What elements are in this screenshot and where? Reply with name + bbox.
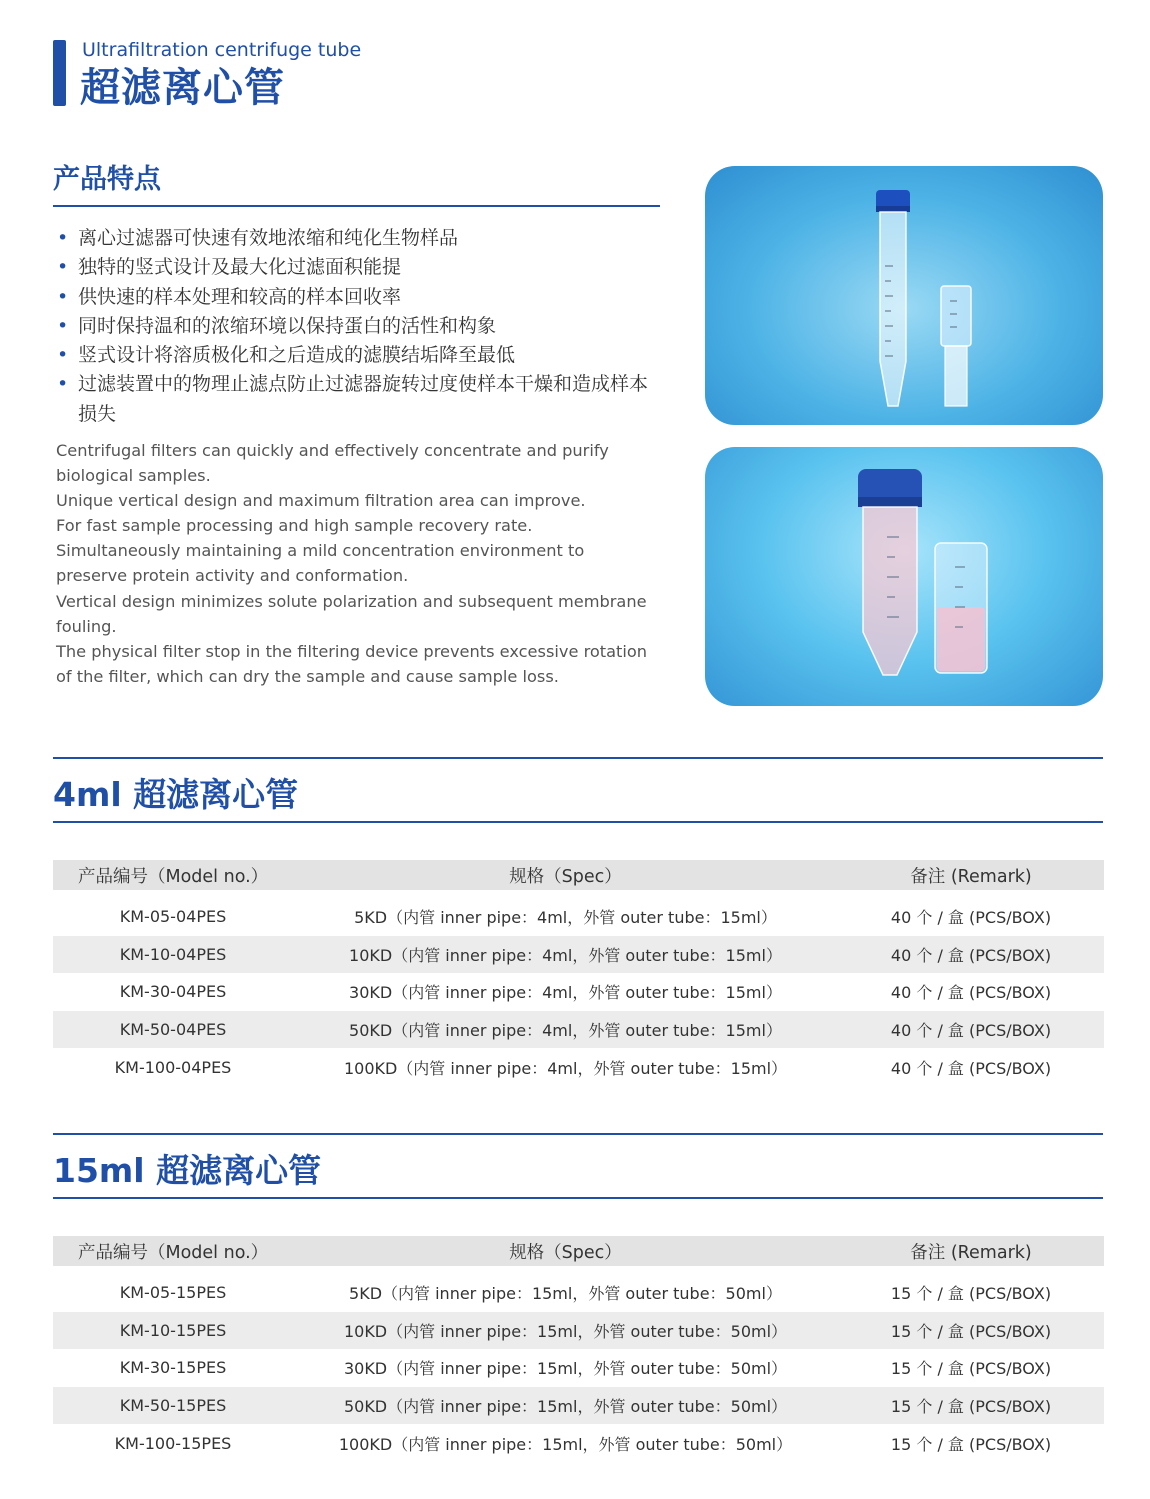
table-row [53, 1048, 1104, 1086]
cell-model: KM-50-15PES [53, 1387, 293, 1425]
section-4ml-bottom-rule [53, 821, 1103, 823]
table-row [53, 1387, 1104, 1425]
section-title-15ml: 15ml 超滤离心管 [53, 1151, 322, 1190]
table-row [53, 1312, 1104, 1350]
feature-en-line: For fast sample processing and high sample recovery rate. [56, 516, 533, 536]
feature-item: • 过滤装置中的物理止滤点防止过滤器旋转过度使样本干燥和造成样本损失 [55, 370, 665, 429]
cell-spec: 5KD（内管 inner pipe：4ml，外管 outer tube：15ml） [354, 908, 777, 928]
cell-spec: 50KD（内管 inner pipe：4ml，外管 outer tube：15ml） [293, 1011, 838, 1049]
section-15ml-bottom-rule [53, 1197, 1103, 1199]
cell-spec: 50KD（内管 inner pipe：15ml，外管 outer tube：50ml） [293, 1387, 838, 1425]
column-header-remark: 备注 (Remark) [838, 1236, 1104, 1266]
cell-spec: 30KD（内管 inner pipe：4ml，外管 outer tube：15ml） [349, 983, 782, 1003]
cell-remark: 40 个 / 盒 (PCS/BOX) [890, 908, 1052, 928]
cell-spec: 100KD（内管 inner pipe：15ml，外管 outer tube：50ml） [338, 1434, 793, 1454]
feature-en-line: The physical filter stop in the filtering device prevents excessive rotation of the filter, which can dry the sample and cause sample loss. [56, 641, 648, 686]
table-row [53, 1349, 1104, 1387]
cell-spec: 30KD（内管 inner pipe：15ml，外管 outer tube：50ml） [343, 1359, 788, 1379]
cell-spec: 10KD（内管 inner pipe：15ml，外管 outer tube：50ml） [293, 1312, 838, 1350]
column-header-model: 产品编号（Model no.） [53, 1236, 293, 1266]
table-row [53, 973, 1104, 1011]
page-title-cn: 超滤离心管 [80, 65, 285, 111]
cell-model: KM-10-04PES [53, 936, 293, 974]
product-photo-small-tubes [705, 166, 1103, 425]
cell-remark: 15 个 / 盒 (PCS/BOX) [838, 1387, 1104, 1425]
cell-model: KM-100-04PES [114, 1057, 232, 1077]
cell-spec: 100KD（内管 inner pipe：4ml，外管 outer tube：15ml） [343, 1058, 788, 1078]
column-header-remark: 备注 (Remark) [838, 860, 1104, 890]
cell-remark: 40 个 / 盒 (PCS/BOX) [838, 936, 1104, 974]
cell-model: KM-100-15PES [114, 1433, 232, 1453]
cell-remark: 40 个 / 盒 (PCS/BOX) [890, 983, 1052, 1003]
spec-table-4ml [53, 860, 1104, 1086]
column-header-model: 产品编号（Model no.） [53, 860, 293, 890]
feature-item: • 离心过滤器可快速有效地浓缩和纯化生物样品 [55, 224, 665, 253]
features-description-en [56, 438, 656, 689]
features-divider [53, 205, 660, 207]
cell-remark: 40 个 / 盒 (PCS/BOX) [890, 1058, 1052, 1078]
cell-remark: 15 个 / 盒 (PCS/BOX) [890, 1434, 1052, 1454]
table-row [53, 936, 1104, 974]
section-4ml-top-rule [53, 757, 1103, 759]
feature-item: • 供快速的样本处理和较高的样本回收率 [55, 283, 665, 312]
cell-remark: 15 个 / 盒 (PCS/BOX) [838, 1312, 1104, 1350]
cell-model: KM-10-15PES [53, 1312, 293, 1350]
feature-item: • 独特的竖式设计及最大化过滤面积能提 [55, 253, 665, 282]
feature-en-line: Simultaneously maintaining a mild concentration environment to preserve protein activity and conformation. [56, 541, 585, 586]
table-row [53, 1011, 1104, 1049]
cell-remark: 40 个 / 盒 (PCS/BOX) [838, 1011, 1104, 1049]
cell-model: KM-05-04PES [119, 907, 227, 927]
section-15ml-top-rule [53, 1133, 1103, 1135]
cell-spec: 10KD（内管 inner pipe：4ml，外管 outer tube：15ml） [293, 936, 838, 974]
features-heading: 产品特点 [53, 164, 161, 195]
features-list-cn [55, 224, 665, 429]
table-row [53, 898, 1104, 936]
table-row [53, 1274, 1104, 1312]
column-header-spec: 规格（Spec） [293, 860, 838, 890]
feature-en-line: Centrifugal filters can quickly and effectively concentrate and purify biological samples. [56, 441, 609, 486]
product-photo-large-tubes [705, 447, 1103, 706]
cell-model: KM-50-04PES [53, 1011, 293, 1049]
cell-model: KM-30-15PES [119, 1358, 227, 1378]
column-header-spec: 规格（Spec） [293, 1236, 838, 1266]
cell-model: KM-05-15PES [119, 1283, 227, 1303]
cell-model: KM-30-04PES [119, 982, 227, 1002]
feature-en-line: Vertical design minimizes solute polarization and subsequent membrane fouling. [56, 591, 647, 636]
title-accent-bar [53, 40, 66, 106]
cell-remark: 15 个 / 盒 (PCS/BOX) [890, 1284, 1052, 1304]
table-row [53, 1424, 1104, 1462]
feature-item: • 竖式设计将溶质极化和之后造成的滤膜结垢降至最低 [55, 341, 665, 370]
page-title-en: Ultrafiltration centrifuge tube [82, 39, 362, 61]
feature-en-line: Unique vertical design and maximum filtration area can improve. [56, 491, 586, 511]
cell-remark: 15 个 / 盒 (PCS/BOX) [890, 1359, 1052, 1379]
feature-item: • 同时保持温和的浓缩环境以保持蛋白的活性和构象 [55, 312, 665, 341]
cell-spec: 5KD（内管 inner pipe：15ml，外管 outer tube：50ml） [349, 1284, 782, 1304]
section-title-4ml: 4ml 超滤离心管 [53, 775, 299, 814]
spec-table-15ml [53, 1236, 1104, 1462]
